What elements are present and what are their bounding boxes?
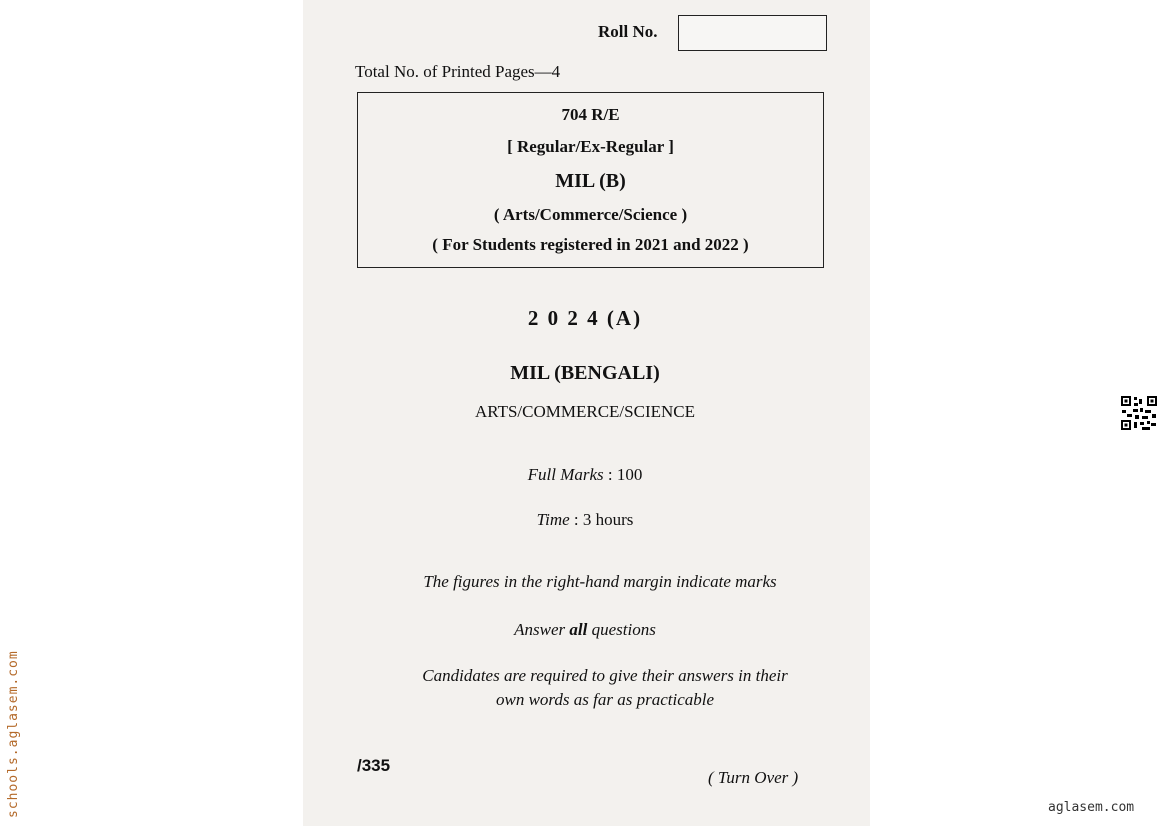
roll-number-box — [678, 15, 827, 51]
full-marks — [450, 465, 720, 485]
paper-code: 704 R/E — [561, 105, 620, 124]
answer-post: questions — [587, 620, 656, 639]
full-marks-label: Full Marks — [527, 465, 604, 484]
answer-bold: all — [569, 620, 588, 639]
registration-note: ( For Students registered in 2021 and 2022 ) — [432, 235, 749, 254]
paper-info-box — [357, 92, 824, 268]
exam-year: 2 0 2 4 (A) — [527, 306, 643, 330]
full-marks-value: : 100 — [607, 465, 643, 484]
total-pages-text: Total No. of Printed Pages—4 — [355, 62, 561, 81]
footer-paper-code: /335 — [357, 756, 391, 775]
regular-status: [ Regular/Ex-Regular ] — [507, 137, 674, 156]
answer-instruction — [430, 620, 740, 640]
turn-over-text: ( Turn Over ) — [708, 768, 799, 787]
marks-instruction: The figures in the right-hand margin indicate marks — [423, 572, 777, 591]
candidates-instruction-line2: own words as far as practicable — [495, 690, 715, 709]
time-value: : 3 hours — [573, 510, 634, 529]
candidates-instruction-line1: Candidates are required to give their answers in their — [422, 666, 788, 685]
time-allowed — [450, 510, 720, 530]
answer-pre: Answer — [514, 620, 570, 639]
streams-text: ARTS/COMMERCE/SCIENCE — [474, 402, 695, 421]
qr-code-icon[interactable] — [1120, 395, 1158, 431]
corner-watermark-url[interactable]: aglasem.com — [1048, 800, 1135, 815]
subject-title: MIL (B) — [555, 170, 626, 192]
side-watermark-url[interactable]: schools.aglasem.com — [6, 650, 21, 818]
time-label: Time — [536, 510, 570, 529]
paper-title: MIL (BENGALI) — [510, 362, 660, 384]
roll-number-label: Roll No. — [598, 22, 658, 41]
box-streams: ( Arts/Commerce/Science ) — [493, 205, 688, 224]
